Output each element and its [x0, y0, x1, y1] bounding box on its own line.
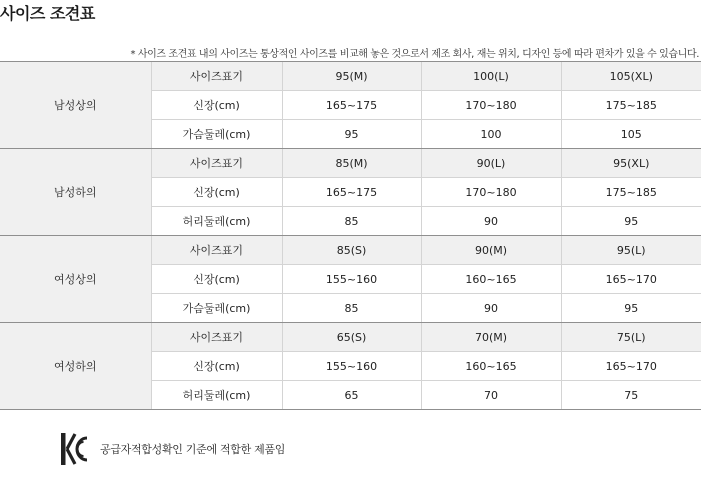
size-cell: 160~165: [421, 265, 561, 294]
row-label: 가슴둘레(cm): [151, 120, 282, 149]
size-cell: 175~185: [561, 91, 701, 120]
row-label: 사이즈표기: [151, 149, 282, 178]
size-cell: 95(M): [282, 62, 421, 91]
size-cell: 165~170: [561, 265, 701, 294]
size-cell: 90: [421, 207, 561, 236]
group-label-mens-bottom: 남성하의: [0, 149, 151, 236]
kc-mark-icon: [60, 432, 88, 466]
size-cell: 105: [561, 120, 701, 149]
size-cell: 85: [282, 294, 421, 323]
size-cell: 105(XL): [561, 62, 701, 91]
size-cell: 95: [561, 294, 701, 323]
size-note: * 사이즈 조견표 내의 사이즈는 통상적인 사이즈를 비교해 놓은 것으로서 제조 회사, 재는 위치, 디자인 등에 따라 편차가 있을 수 있습니다.: [130, 49, 699, 60]
size-cell: 155~160: [282, 352, 421, 381]
size-cell: 85(M): [282, 149, 421, 178]
size-cell: 95(L): [561, 236, 701, 265]
row-label: 사이즈표기: [151, 323, 282, 352]
row-label: 신장(cm): [151, 352, 282, 381]
size-cell: 95(XL): [561, 149, 701, 178]
row-label: 신장(cm): [151, 91, 282, 120]
row-label: 가슴둘레(cm): [151, 294, 282, 323]
size-cell: 90(L): [421, 149, 561, 178]
size-cell: 75(L): [561, 323, 701, 352]
size-cell: 90(M): [421, 236, 561, 265]
size-cell: 85(S): [282, 236, 421, 265]
size-cell: 170~180: [421, 178, 561, 207]
size-cell: 70: [421, 381, 561, 410]
size-cell: 100: [421, 120, 561, 149]
size-cell: 170~180: [421, 91, 561, 120]
size-cell: 160~165: [421, 352, 561, 381]
size-cell: 90: [421, 294, 561, 323]
row-label: 사이즈표기: [151, 236, 282, 265]
size-cell: 175~185: [561, 178, 701, 207]
row-label: 허리둘레(cm): [151, 207, 282, 236]
kc-certification: [60, 432, 285, 466]
table-row: [0, 323, 701, 352]
group-label-womens-bottom: 여성하의: [0, 323, 151, 410]
group-label-mens-top: 남성상의: [0, 62, 151, 149]
size-cell: 165~175: [282, 178, 421, 207]
table-row: [0, 62, 701, 91]
size-cell: 100(L): [421, 62, 561, 91]
row-label: 사이즈표기: [151, 62, 282, 91]
group-label-womens-top: 여성상의: [0, 236, 151, 323]
table-row: [0, 149, 701, 178]
size-cell: 95: [282, 120, 421, 149]
size-cell: 65: [282, 381, 421, 410]
size-chart-table: [0, 61, 701, 410]
size-cell: 95: [561, 207, 701, 236]
size-cell: 70(M): [421, 323, 561, 352]
row-label: 신장(cm): [151, 265, 282, 294]
size-cell: 85: [282, 207, 421, 236]
size-cell: 155~160: [282, 265, 421, 294]
row-label: 허리둘레(cm): [151, 381, 282, 410]
size-cell: 75: [561, 381, 701, 410]
size-cell: 65(S): [282, 323, 421, 352]
size-cell: 165~175: [282, 91, 421, 120]
size-cell: 165~170: [561, 352, 701, 381]
kc-statement: 공급자적합성확인 기준에 적합한 제품임: [100, 443, 286, 456]
page-title: 사이즈 조견표: [0, 4, 95, 23]
table-row: [0, 236, 701, 265]
row-label: 신장(cm): [151, 178, 282, 207]
